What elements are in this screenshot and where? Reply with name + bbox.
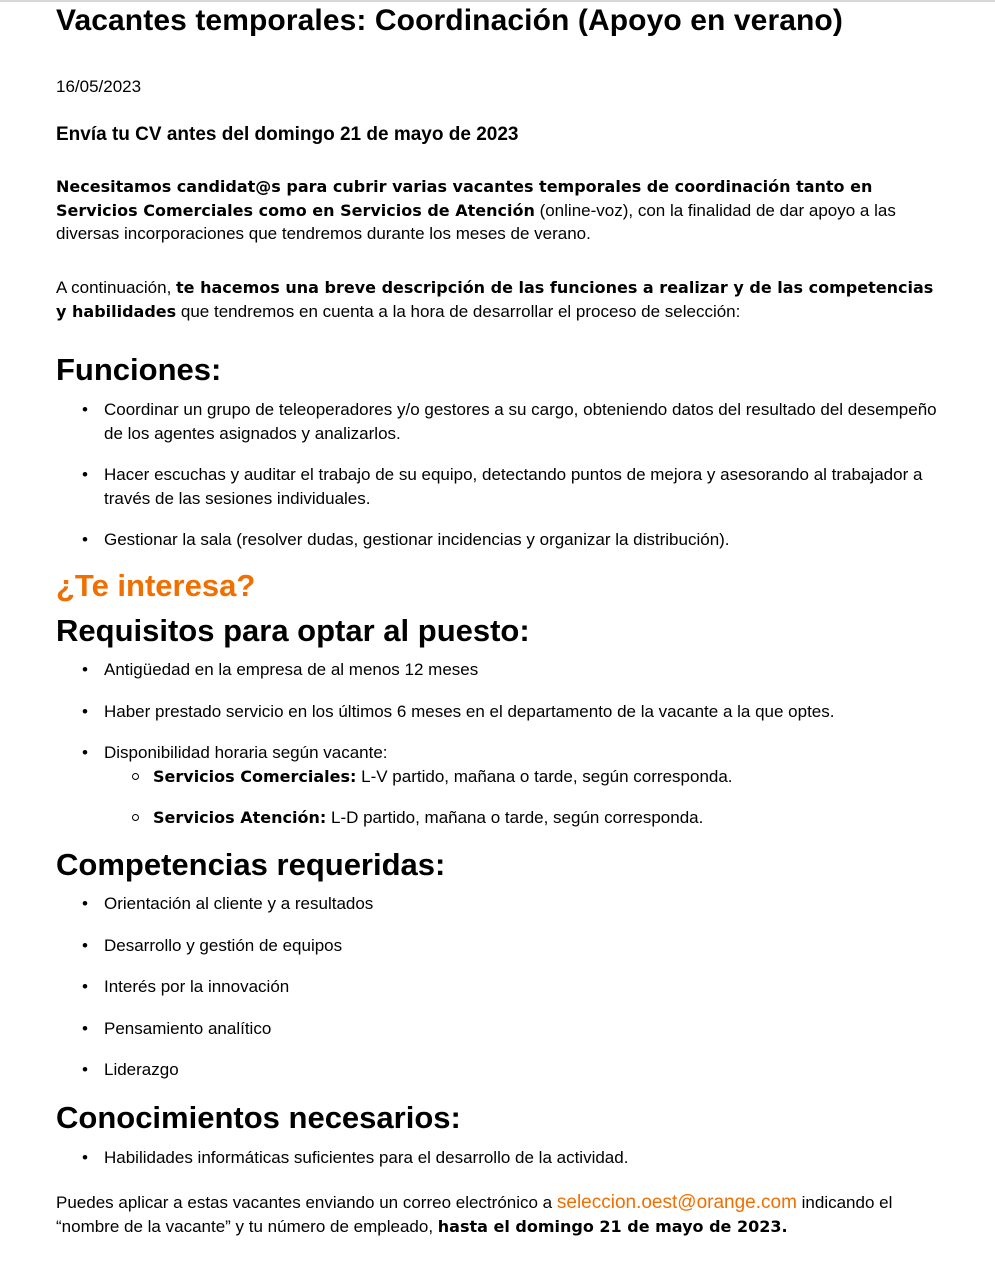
intro-paragraph (56, 175, 941, 246)
intro-rest: (online-voz), con la finalidad de dar apoyo a las diversas incorporaciones que tendremos durante los meses de verano. (56, 200, 896, 243)
list-item: • Haber prestado servicio en los últimos 6 meses en el departamento de la vacante a la que optes. (82, 701, 835, 721)
list-item: • Hacer escuchas y auditar el trabajo de su equipo, detectando puntos de mejora y asesorando al trabajador a través de las sesiones individuales. (82, 465, 923, 508)
list-item: • Desarrollo y gestión de equipos (82, 935, 343, 955)
list-item: • Disponibilidad horaria según vacante: Servicios Comerciales: L-V partido, mañana o tarde, según corresponda. Servicios Atención: L-D partido, mañana o tarde, según corresponda. (104, 741, 944, 830)
list-item: • Pensamiento analítico (82, 1018, 272, 1038)
publish-date: 16/05/2023 (56, 77, 142, 96)
description-rest: que tendremos en cuenta a la hora de desarrollar el proceso de selección: (176, 301, 741, 321)
list-item: • Gestionar la sala (resolver dudas, gestionar incidencias y organizar la distribución). (82, 530, 730, 549)
conocimientos-list (82, 1146, 944, 1188)
list-item: • Coordinar un grupo de teleoperadores y/o gestores a su cargo, obteniendo datos del resultado del desempeño de los agentes asignados y analizarlos. (82, 400, 937, 443)
closing-mid: indicando el “nombre de la vacante” y tu número de empleado, (56, 1193, 893, 1236)
te-interesa-heading: ¿Te interesa? (56, 568, 256, 603)
top-divider (0, 0, 995, 2)
horario-sublist (153, 765, 944, 830)
list-item: • Orientación al cliente y a resultados (82, 894, 374, 913)
competencias-list (82, 892, 944, 1100)
requisitos-heading: Requisitos para optar al puesto: (56, 613, 530, 648)
description-bold: te hacemos una breve descripción de las funciones a realizar y de las competencias y habilidades (56, 278, 934, 321)
intro-bold: Necesitamos candidat@s para cubrir varias vacantes temporales de coordinación tanto en Servicios Comerciales como en Servicios de Atención (56, 177, 873, 220)
requisitos-list (82, 658, 944, 848)
email-link[interactable]: seleccion.oest@orange.com (556, 1192, 797, 1213)
competencias-heading: Competencias requeridas: (56, 847, 446, 882)
deadline-notice: Envía tu CV antes del domingo 21 de mayo de 2023 (56, 124, 519, 145)
page-title: Vacantes temporales: Coordinación (Apoyo en verano) (56, 4, 843, 37)
closing-lead: Puedes aplicar a estas vacantes enviando un correo electrónico a (56, 1193, 557, 1212)
funciones-list (82, 398, 944, 570)
closing-paragraph (56, 1191, 941, 1238)
list-item: • Habilidades informáticas suficientes para el desarrollo de la actividad. (82, 1148, 629, 1167)
closing-deadline: hasta el domingo 21 de mayo de 2023. (437, 1216, 788, 1236)
description-paragraph (56, 276, 941, 323)
funciones-heading: Funciones: (56, 352, 222, 387)
list-item: • Antigüedad en la empresa de al menos 12 meses (82, 660, 479, 679)
sublist-item: Servicios Comerciales: L-V partido, mañana o tarde, según corresponda. (153, 765, 944, 789)
conocimientos-heading: Conocimientos necesarios: (56, 1100, 461, 1135)
description-lead: A continuación, (56, 278, 177, 297)
list-item: • Liderazgo (82, 1060, 179, 1079)
sublist-item: Servicios Atención: L-D partido, mañana o tarde, según corresponda. (153, 806, 944, 830)
list-item: • Interés por la innovación (82, 977, 290, 996)
